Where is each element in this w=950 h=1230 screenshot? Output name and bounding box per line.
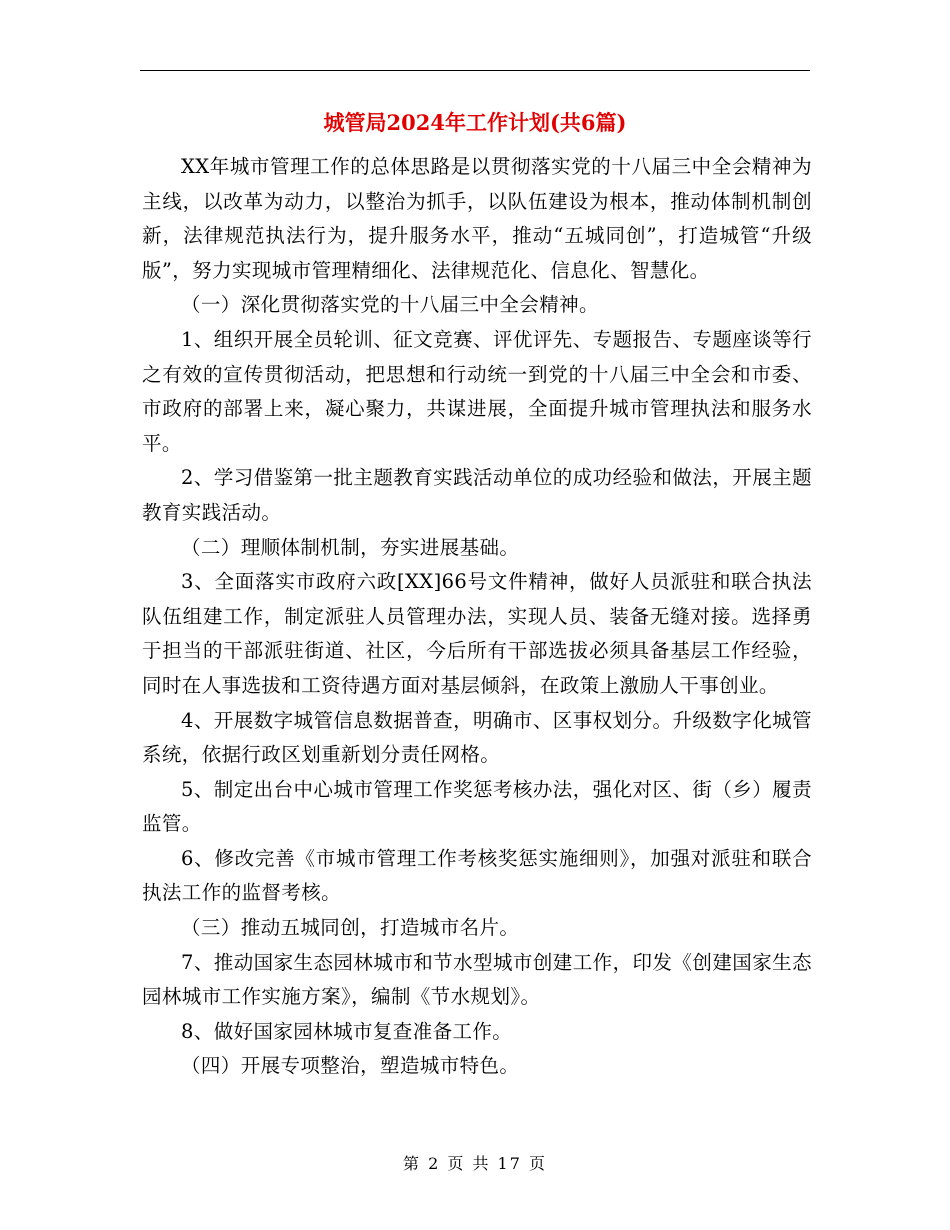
paragraph-item-6: 6、修改完善《市城市管理工作考核奖惩实施细则》，加强对派驻和联合执法工作的监督考核。 [142, 846, 812, 905]
header-rule [140, 70, 810, 71]
paragraph-intro: XX年城市管理工作的总体思路是以贯彻落实党的十八届三中全会精神为主线，以改革为动力，以整治为抓手，以队伍建设为根本，推动体制机制创新，法律规范执法行为，提升服务水平，推动“五城同创”，打造城管“升级版”，努力实现城市管理精细化、法律规范化、信息化、智慧化。 [142, 155, 812, 282]
paragraph-item-1: 1、组织开展全员轮训、征文竞赛、评优评先、专题报告、专题座谈等行之有效的宣传贯彻活动，把思想和行动统一到党的十八届三中全会和市委、市政府的部署上来，凝心聚力，共谋进展，全面提升城市管理执法和服务水平。 [142, 327, 812, 455]
document-body [142, 150, 812, 1084]
document-title: 城管局2024年工作计划(共6篇) [323, 110, 627, 135]
section-heading-3: （三）推动五城同创，打造城市名片。 [181, 916, 520, 940]
page-number: 第 2 页 共 17 页 [403, 1154, 547, 1173]
paragraph-item-5: 5、制定出台中心城市管理工作奖惩考核办法，强化对区、街（乡）履责监管。 [142, 777, 812, 836]
section-heading-4: （四）开展专项整治，塑造城市特色。 [181, 1054, 520, 1078]
paragraph-item-3: 3、全面落实市政府六政[XX]66号文件精神，做好人员派驻和联合执法队伍组建工作，制定派驻人员管理办法，实现人员、装备无缝对接。选择勇于担当的干部派驻街道、社区，今后所有干部选拔必须具备基层工作经验，同时在人事选拔和工资待遇方面对基层倾斜，在政策上激励人干事创业。 [142, 570, 812, 697]
section-heading-2: （二）理顺体制机制，夯实进展基础。 [181, 535, 520, 559]
paragraph-item-8: 8、做好国家园林城市复查准备工作。 [181, 1019, 513, 1043]
paragraph-item-7: 7、推动国家生态园林城市和节水型城市创建工作，印发《创建国家生态园林城市工作实施方案》，编制《节水规划》。 [142, 950, 812, 1009]
section-heading-1: （一）深化贯彻落实党的十八届三中全会精神。 [181, 293, 599, 317]
paragraph-item-4: 4、开展数字城管信息数据普查，明确市、区事权划分。升级数字化城管系统，依据行政区划重新划分责任网格。 [142, 708, 812, 767]
paragraph-item-2: 2、学习借鉴第一批主题教育实践活动单位的成功经验和做法，开展主题教育实践活动。 [142, 466, 812, 524]
